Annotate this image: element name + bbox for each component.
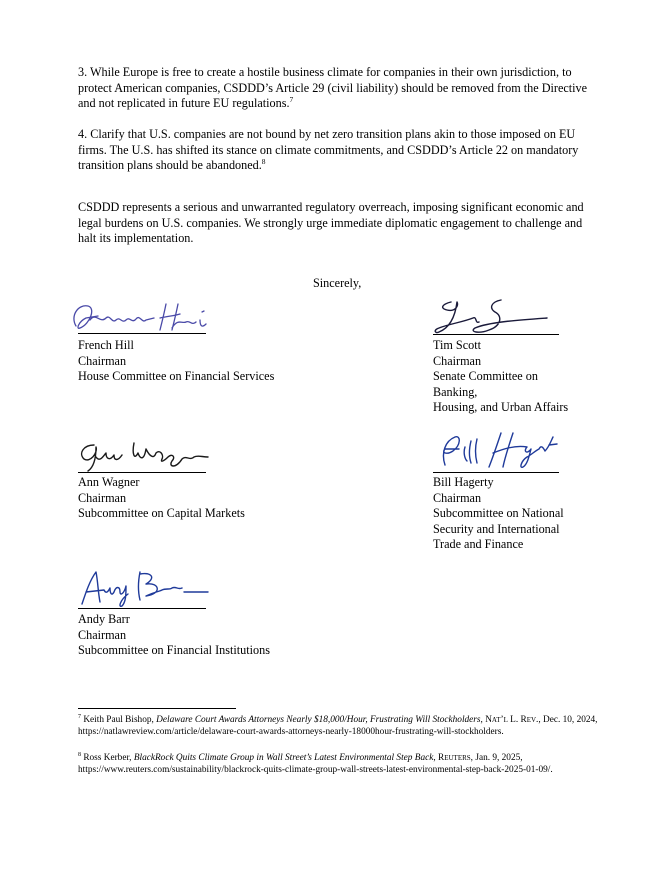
handwritten-signature-andy-barr (76, 564, 216, 608)
signer-committee: Subcommittee on National (433, 506, 564, 520)
signer-title: Chairman (78, 490, 127, 505)
signer-name: Tim Scott (433, 338, 481, 352)
footnote-8-citation[interactable]: , Jan. 9, 2025, https://www.reuters.com/sustainability/blackrock-quits-climate-group-wall-streets-latest-environmental-step-back-2025-01-09/. (78, 753, 553, 776)
footnote-7-citation[interactable]: , Dec. 10, 2024, https://natlawreview.com/article/delaware-court-awards-attorneys-nearly-18000hour-frustrating-will-stockholders. (78, 715, 598, 738)
handwritten-signature-ann-wagner (76, 435, 216, 475)
paragraph-conclusion: CSDDD represents a serious and unwarranted regulatory overreach, imposing significant economic and legal burdens on U.S. companies. We strongly urge immediate diplomatic engagement to challenge and halt its implementation. (78, 200, 584, 245)
signer-name: Andy Barr (78, 612, 130, 626)
footnote-7-title: Delaware Court Awards Attorneys Nearly $18,000/Hour, Frustrating Will Stockholders (156, 715, 481, 725)
signature-line (433, 472, 559, 473)
signature-line (78, 608, 206, 609)
signer-committee-line-2: Banking, (433, 384, 478, 399)
paragraph-article-22: 4. Clarify that U.S. companies are not bound by net zero transition plans akin to those imposed on EU firms. The U.S. has shifted its stance on climate commitments, and CSDDD’s Article 22 on mandatory transition plans should be abandoned.$^8$ (78, 127, 579, 172)
paragraph-article-29: 3. While Europe is free to create a hostile business climate for companies in their own jurisdiction, to protect American companies, CSDDD’s Article 29 (civil liability) should be removed from the Directive and not replicated in future EU regulations.$^7$ (78, 65, 588, 110)
signer-title: Chairman (433, 353, 482, 368)
closing-salutation: Sincerely, (313, 276, 362, 290)
signer-title: Chairman (433, 490, 482, 505)
signer-name: French Hill (78, 338, 134, 352)
signer-committee: Senate Committee on (433, 369, 538, 383)
signer-committee: House Committee on Financial Services (78, 369, 275, 383)
handwritten-signature-tim-scott (429, 296, 569, 338)
signer-committee: Subcommittee on Financial Institutions (78, 643, 270, 657)
footnote-7-source: Nat’l L. Rev. (485, 715, 539, 725)
signature-line (78, 333, 206, 334)
footnote-8-title: BlackRock Quits Climate Group in Wall Street’s Latest Environmental Step Back (133, 753, 434, 763)
signer-name: Bill Hagerty (433, 475, 494, 489)
signature-line (78, 472, 206, 473)
signer-committee: Subcommittee on Capital Markets (78, 506, 245, 520)
signer-title: Chairman (78, 353, 127, 368)
footnote-ref-7[interactable]: 7 (289, 94, 294, 104)
signer-title: Chairman (78, 627, 127, 642)
footnote-separator (78, 708, 236, 709)
footnote-ref-8[interactable]: 8 (261, 156, 266, 166)
footnote-7: $^7$ Keith Paul Bishop, Delaware Court Awards Attorneys Nearly $18,000/Hour, Frustrating Will Stockholders, Nat’l L. Rev., Dec. 10, 2024, https://natlawreview.com/article/delaware-court-awards-attorneys-nearly-18000hour-frustrating-will-stockholders. (78, 713, 598, 738)
handwritten-signature-bill-hagerty (431, 427, 571, 471)
signer-committee-line-3: Trade and Finance (433, 537, 524, 551)
handwritten-signature-french-hill (68, 298, 228, 338)
signer-committee-line-2: Security and International (433, 521, 560, 536)
signer-committee-line-3: Housing, and Urban Affairs (433, 400, 569, 414)
footnote-8: $^8$ Ross Kerber, BlackRock Quits Climate Group in Wall Street’s Latest Environmental Step Back, Reuters, Jan. 9, 2025, https://www.reuters.com/sustainability/blackrock-quits-climate-group-wall-streets-latest-environmental-step-back-2025-01-09/. (78, 751, 553, 776)
signer-name: Ann Wagner (78, 475, 140, 489)
signature-line (433, 334, 559, 335)
footnote-8-source: Reuters (438, 753, 471, 763)
